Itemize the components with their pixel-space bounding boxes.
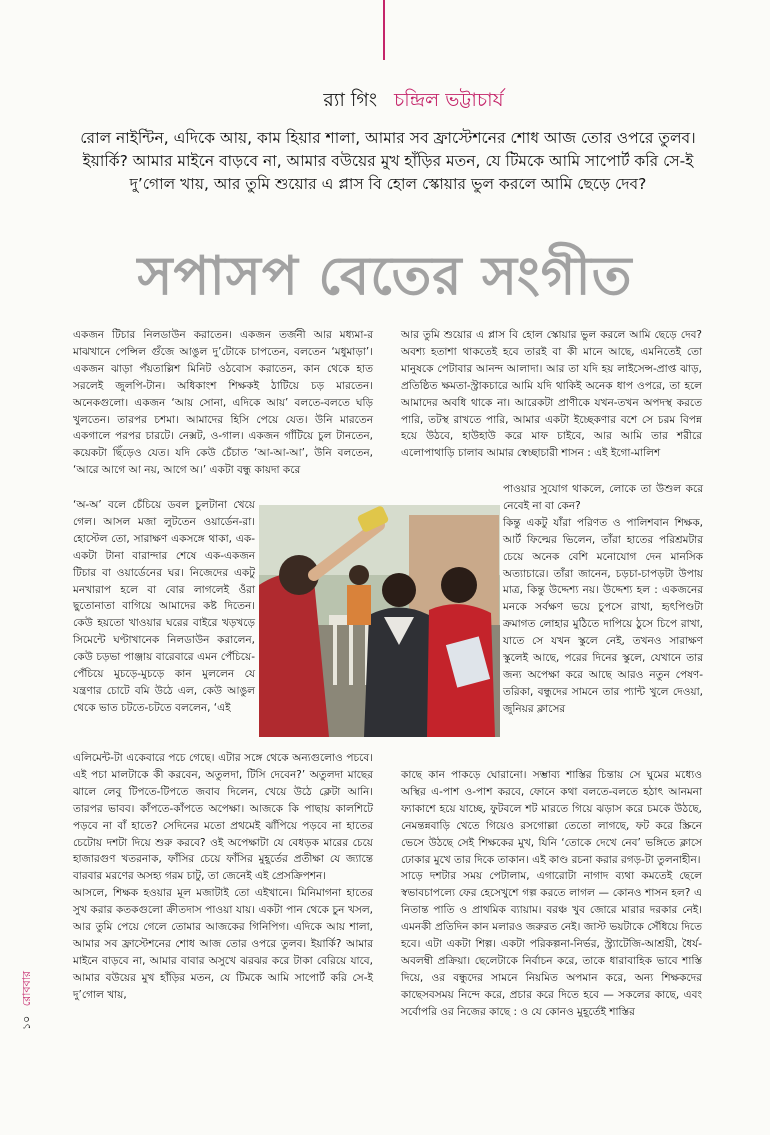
paragraph: পাওয়ার সুযোগ থাকলে, লোকে তা উশুল করে নেবেই না বা কেন? কিন্তু একটু যাঁরা পরিণত ও পালিশবান শিক্ষক, আর্ট ফিল্মের ভিলেন, তাঁরা হাতের পরিশ্রমটার চেয়ে অনেক বেশি মনোযোগ দেন মানসিক অত্যাচারে। তাঁরা জানেন, চড়চা-চাপড়টা উপায় মাত্র, কিন্তু উদ্দেশ্য নয়। উদ্দেশ্য হল : একজনের মনকে সর্বক্ষণ ভয়ে চুপসে রাখা, হৃৎপিণ্ডটা ক্রমাগত লোহার মুঠিতে দাপিয়ে ঠুসে চিপে রাখা, যাতে সে যখন স্কুলে নেই, তখনও সারাক্ষণ স্কুলেই আছে, পরের দিনের স্কুলে, যেখানে তার জন্য অপেক্ষা করে আছে আরও নতুন পেষণ-তরিকা, বন্ধুদের সামনে তার প্যান্ট খুলে দেওয়া, জুনিয়র ক্লাসের <box>503 483 703 715</box>
paragraph: একজন টিচার নিলডাউন করাতেন। একজন তর্জনী আর মধ্যমা-র মাঝখানে পেন্সিল গুঁজে আঙুল দু’টোকে চাপতেন, বলতেন ‘মধুমাড়া’। একজন ঝাড়া পঁয়তাল্লিশ মিনিট ওঠবোস করাতেন, কান থেকে হাত সরলেই জুলপি-টান। অধিকাংশ শিক্ষকই ঠাটিয়ে চড় মারতেন। অনেকগুলো। একজন ‘আয় সোনা, এদিকে আয়’ বলতে-বলতে ঘড়ি খুলতেন। তারপর চশমা। আমাদের হিসি পেয়ে যেত। উনি মারতেন একগালে পরপর চারটে। নেক্সট, ও-গাল। একজন গাঁটিয়ে চুল টানতেন, কয়েকটা ছিঁড়েও যেত। যদি কেউ চেঁচাত ‘আ-আ-আ’, উনি বলতেন, ‘আরে আগে আ নয়, আগে অ।’ একটা বন্ধু কায়দা করে <box>73 329 373 477</box>
author-name: চন্দ্রিল ভট্টাচার্য <box>394 89 504 111</box>
article-headline: সপাসপ বেতের সংগীত <box>137 246 633 307</box>
paragraph: আর তুমি শুয়োর এ প্লাস বি হোল স্কোয়ার ভুল করলে আমি ছেড়ে দেব? অবশ্য হতাশা থাকতেই হবে তারই বা কী মানে আছে, এমনিতেই তো মানুষকে পেটাবার আনন্দ আলাদা। আর তা যদি হয় লাইসেন্স-প্রাপ্ত ঝাড়, প্রতিষ্ঠিত ক্ষমতা-স্ট্রাকচারে আমি যদি থাকিই অনেক ধাপ ওপরে, তা হলে আমাদের অবধি থাকে না। আরেকটা প্রাণীকে যখন-তখন অপদস্থ করতে পারি, তটস্থ রাখতে পারি, আমার একটা ইচ্ছেকণার বশে সে চরম বিপন্ন হয়ে উঠবে, হাউহাউ করে মাফ চাইবে, আর আমি তার শরীরে এলোপাথাড়ি চালাব আমার স্বেচ্ছাচারী শাসন : এই ইগো-মালিশ <box>401 329 702 460</box>
body-column-2-wrap <box>503 481 703 718</box>
article-photo <box>259 505 500 737</box>
paragraph: এলিমেন্ট-টা একেবারে পচে গেছে। এটার সঙ্গে থেকে অন্যগুলোও পচবে। এই পচা মালটাকে কী করবেন, অতুলদা, টিসি দেবেন?’ অতুলদা মাছের ঝালে লেবু টিপতে-টিপতে জবাব দিলেন, খেয়ে উঠে ক্লেটা আনি। তারপর ভাবব। কাঁপতে-কাঁপতে অপেক্ষা। আজকে কি পাছায় কালশিটে পড়বে না বাঁ হাতে? সেদিনের মতো প্রথমেই ঝাঁপিয়ে পড়বে না হাতের চেটোয় দশটা দিয়ে শুরু করবে? ওই অপেক্ষাটা যে বেধড়ক মারের চেয়ে হাজারগুণ খতরনাক, ফাঁসির চেয়ে ফাঁসির মুহূর্তের প্রতীক্ষা যে জ্যান্তে বারবার মরণের অসহ্য গরম চাটু, তা জেনেই এই প্রেসক্রিপশন। আসলে, শিক্ষক হওয়ার মূল মজাটাই তো এইখানে। মিনিমাগনা হাতের সুখ করার কতকগুলো ক্রীতদাস পাওয়া যায়। একটা পান থেকে চুন খসল, আর তুমি পেয়ে গেলে তোমার আজকের গিনিপিগ। এদিকে আয় শালা, আমার সব ফ্রাস্টেশনের শোধ আজ তোর ওপরে তুলব। ইয়ার্কি? আমার মাইনে বাড়বে না, আমার বাবার অসুখে ঝরঝর করে টাকা বেরিয়ে যাবে, আমার বউয়ের মুখ হাঁড়ির মতন, যে টিমকে আমি সাপোর্ট করি সে-ই দু’গোল খায়, <box>73 752 373 1001</box>
section-label: র‍্যা গিং <box>323 89 377 111</box>
header-divider-line <box>383 0 385 60</box>
body-column-1-bottom <box>73 750 373 1004</box>
standfirst: রোল নাইন্টিন, এদিকে আয়, কাম হিয়ার শালা, আমার সব ফ্রাস্টেশনের শোধ আজ তোর ওপরে তুলব। ইয়ার্কি? আমার মাইনে বাড়বে না, আমার বউয়ের মুখ হাঁড়ির মতন, যে টিমকে আমি সাপোর্ট করি সে-ই দু’গোল খায়, আর তুমি শুয়োর এ প্লাস বি হোল স্কোয়ার ভুল করলে আমি ছেড়ে দেব? <box>80 129 696 193</box>
magazine-name: রোববার <box>20 971 33 1007</box>
body-column-2-bottom <box>401 767 702 1021</box>
body-column-1-top <box>73 327 373 479</box>
schoolgirls-photo-illustration <box>259 505 500 737</box>
paragraph: কাছে কান পাকড়ে ঘোরানো। সম্ভাব্য শাস্তির চিন্তায় সে ঘুমের মধ্যেও অস্থির এ-পাশ ও-পাশ করবে, ফোনে কথা বলতে-বলতে হঠাৎ আনমনা ফ্যাকাশে হয়ে যাচ্ছে, ফুটবলে শট মারতে গিয়ে ঝড়াস করে চমকে উঠছে, নেমন্তন্নবাড়ি খেতে গিয়েও রসগোল্লা তেতো লাগছে, ফট করে স্ক্রিনে ভেসে উঠছে সেই শিক্ষকের মুখ, যিনি ‘তোকে দেখে নেব’ ভঙ্গিতে ক্লাসে ঢোকার মুখে তার দিকে তাকান। এই কাণ্ড রচনা করার রগড়-টা তুলনাহীন। সাড়ে দশটার সময় পেটালাম, এগারোটা নাগাদ ব্যথা কমতেই ছেলে স্বভাবচাপল্যে ফের হেসেখুশে গল্প করতে লাগল — কোনও শাসন হল? এ নিতান্ত পাতি ও প্রাথমিক ব্যায়াম। বরঞ্চ খুব জোরে মারার দরকার নেই। এমনকী প্রতিদিন কান মলারও জরুরত নেই। জাস্ট ভয়টাকে সেঁধিয়ে দিতে হবে। এটা একটা শিল্প। একটা পরিকল্পনা-নির্ভর, স্ট্র্যাটেজি-আশ্রয়ী, ধৈর্য-অবলম্বী প্রক্রিয়া। ছেলেটাকে নির্বাচন করে, তাকে ধারাবাহিক ভাবে শাস্তি দিয়ে, ওর বন্ধুদের সামনে নিয়মিত অপমান করে, অন্য শিক্ষকদের কাছেসবসময় নিন্দে করে, প্রচার করে দিতে হবে — সকলের কাছে, এবং সর্বোপরি ওর নিজের কাছে : ও যে কোনও মুহূর্তেই শাস্তির <box>401 769 702 1018</box>
body-column-2-top <box>401 327 702 462</box>
body-column-1-wrap <box>73 497 255 717</box>
page-number: ১০ <box>20 1015 33 1030</box>
page-folio <box>18 971 37 1030</box>
paragraph: ‘অ-অ’ বলে চেঁচিয়ে ডবল চুলটানা খেয়ে গেল। আসল মজা লুটতেন ওয়ার্ডেন-রা। হোস্টেল তো, সারাক্ষণ একসঙ্গে থাকা, এক-একটা টানা বারান্দার শেষে এক-একজন টিচার বা ওয়ার্ডেনের ঘর। নিজেদের একটু মনখারাপ হলে বা বোর লাগলেই ওঁরা ছুতোনাতা বাগিয়ে আমাদের কষ্ট দিতেন। কেউ হয়তো খাওয়ার ঘরের বাইরে খড়খড়ে সিমেন্টে ঘণ্টাখানেক নিলডাউন করালেন, কেউ চড়ভা পাঞ্জায় বারেবারে এমন পেঁচিয়ে-পেঁচিয়ে মুচড়ে-মুচড়ে কান মুললেন যে যন্ত্রণার চোটে বমি উঠে এল, কেউ আঙুল থেকে ভাত চটতে-চটতে বললেন, ‘এই <box>73 499 255 714</box>
